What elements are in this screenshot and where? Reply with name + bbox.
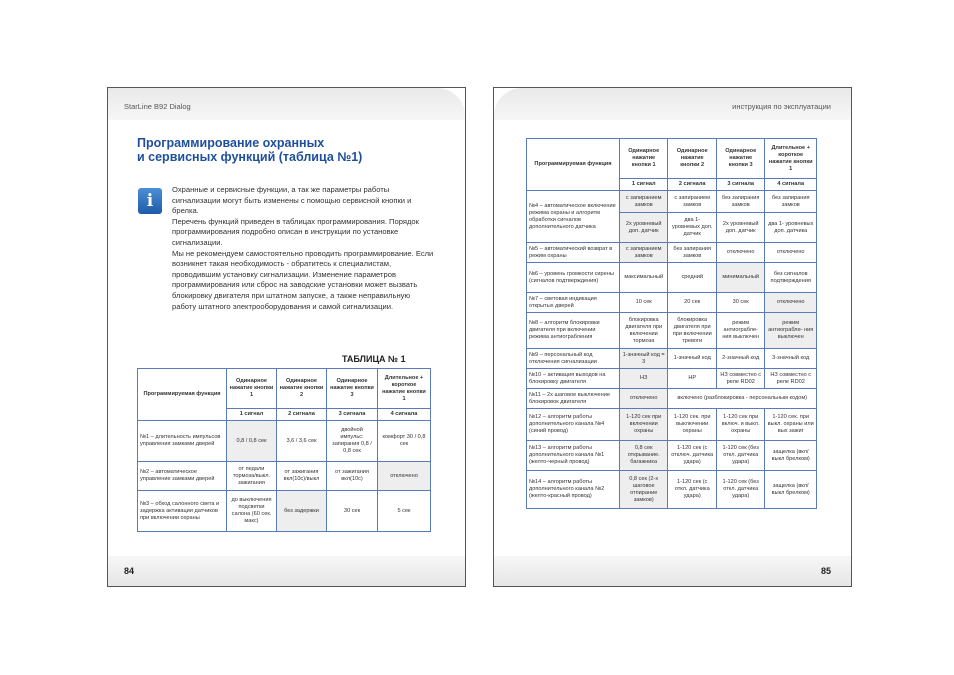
- right-page-header: [494, 88, 851, 120]
- sig-4: 4 сигнала: [378, 409, 431, 421]
- right-page: [493, 87, 852, 587]
- col-function: Программируемая функция: [527, 139, 620, 191]
- table-row: №6 – уровень громкости сирены (сигналов подтверждения) максимальный средний минимальный без сигналов подтверждения: [527, 263, 817, 293]
- left-page-header: [108, 88, 465, 120]
- left-header-text: StarLine B92 Dialog: [124, 102, 191, 111]
- table-row: №1 – длительность импульсов управления замками дверей 0,8 / 0,8 сек 3,6 / 3,6 сек двойной импульс: запирания 0,8 / 0,8 сек комфорт 30 / 0,8 сек: [138, 421, 431, 462]
- col-btn3: Одинарное нажатие кнопки 3: [327, 369, 378, 409]
- left-page-footer: [108, 556, 465, 586]
- left-page: [107, 87, 466, 587]
- sig-2: 2 сигнала: [277, 409, 327, 421]
- table-row: 2х уровневый доп. датчик два 1- уровневых доп. датчик 2х уровневый доп. датчик два 1- уровневых доп. датчика: [527, 213, 817, 243]
- table-row: №10 – активация выходов на блокировку двигателя НЗ НР НЗ совместно с реле RD02 НЗ совместно с реле RD02: [527, 369, 817, 389]
- table-caption: ТАБЛИЦА № 1: [342, 354, 406, 364]
- programming-table-left: [137, 368, 431, 532]
- table-row: №13 – алгоритм работы дополнительного канала №1 (желто-черный провод) 0,8 сек открывание. багажника 1-120 сек (с отключ. датчика удара) 1-120 сек (без откл. датчика удара) защелка (вкл/выкл брелком): [527, 441, 817, 471]
- sig-1: 1 сигнал: [619, 179, 668, 191]
- col-btn4: Длительное + короткое нажатие кнопки 1: [378, 369, 431, 409]
- page-number-right: 85: [820, 566, 831, 576]
- sig-4: 4 сигнала: [765, 179, 817, 191]
- col-function: Программируемая функция: [138, 369, 227, 421]
- table-row: №3 – обход салонного света и задержка активации датчиков при включении охраны до выключения подсветки салона (60 сек. макс) без задержки 30 сек 5 сек: [138, 491, 431, 532]
- table-row: №14 – алгоритм работы дополнительного канала №2 (желто-красный провод) 0,8 сек (2-х шаговое отпирание замков) 1-120 сек (с откл. датчика удара) 1-120 сек (без откл. датчика удара) защелка (вкл/выкл брелком): [527, 471, 817, 509]
- info-icon: i: [138, 188, 162, 214]
- table-row: №9 – персональный код отключения сигнализации 1-значный код = 3 1-значный код 2-значный код 3-значный код: [527, 349, 817, 369]
- table-row: №12 – алгоритм работы дополнительного канала №4 (синий провод) 1-120 сек при включении охраны 1-120 сек. при выключении охраны 1-120 сек при включ. и выкл. охраны 1-120 сек. при выкл. охраны или вых зажиг: [527, 409, 817, 441]
- col-btn1: Одинарное нажатие кнопки 1: [227, 369, 277, 409]
- table-row: №8 – алгоритм блокировки двигателя при включении режима антиограбления блокировка двигателя при включении тормоза блокировка двигателя при при включении тревоги режим антиограбле- ния выключен режим антиограбле- ния выключен: [527, 313, 817, 349]
- table-row: №2 – автоматическое управление замками дверей от педали тормоза/выкл. зажигания от зажигания вкл(10с)/выкл от зажигания вкл(10с) отключено: [138, 462, 431, 491]
- col-btn2: Одинарное нажатие кнопки 2: [668, 139, 717, 179]
- table-row: №5 – автоматический возврат в режим охраны с запиранием замков без запирания замков отключено отключено: [527, 243, 817, 263]
- sig-2: 2 сигнала: [668, 179, 717, 191]
- table-row: №11 – 2х шаговое выключение блокировок двигателя отключено включено (разблокировка - персональным кодом): [527, 389, 817, 409]
- col-btn4: Длительное + короткое нажатие кнопки 1: [765, 139, 817, 179]
- col-btn3: Одинарное нажатие кнопки 3: [716, 139, 765, 179]
- right-page-footer: [494, 556, 851, 586]
- programming-table-right: [526, 138, 817, 509]
- right-header-text: инструкция по эксплуатации: [732, 102, 831, 111]
- sig-1: 1 сигнал: [227, 409, 277, 421]
- col-btn2: Одинарное нажатие кнопки 2: [277, 369, 327, 409]
- table-row: №4 – автоматическое включение режима охраны и алгоритм обработки сигналов дополнительного датчика с запиранием замков с запиранием замков без запирания замков без запирания замков: [527, 191, 817, 213]
- col-btn1: Одинарное нажатие кнопки 1: [619, 139, 668, 179]
- table-row: №7 – световая индикация открытых дверей 10 сек 20 сек 30 сек отключено: [527, 293, 817, 313]
- page-number-left: 84: [124, 566, 135, 576]
- sig-3: 3 сигнала: [716, 179, 765, 191]
- section-title: Программирование охранных и сервисных функций (таблица №1): [137, 136, 363, 164]
- intro-text: Охранные и сервисные функции, а так же параметры работы сигнализации могут быть изменены с помощью сервисной кнопки и брелка. Перечень функций приведен в таблицах программирования. Порядок программирования подробно описан в инструкции по установке сигнализации. Мы не рекомендуем самостоятельно проводить программирование. Если возникнет такая необходимость - обратитесь к специалистам, проводившим установку сигнализации. Изменение параметров программирования или сброс на заводские установки может вызвать блокировку двигателя при штатном запуске, а также неправильную работу штатного электрооборудования и самой сигнализации.: [172, 185, 434, 311]
- sig-3: 3 сигнала: [327, 409, 378, 421]
